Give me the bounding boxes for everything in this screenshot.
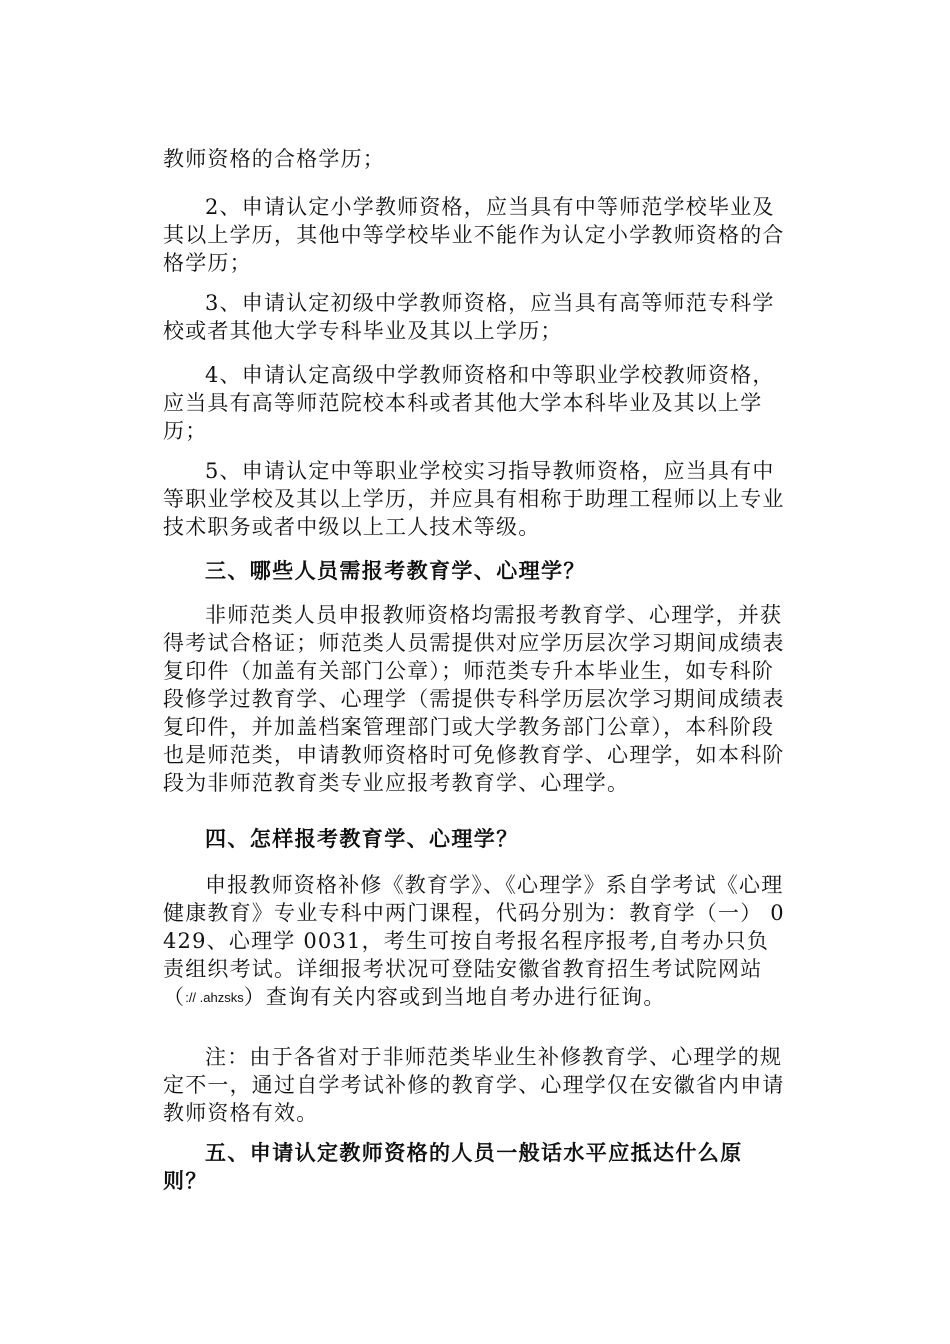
paragraph-how-to-register <box>163 871 787 1012</box>
paragraph-note: 注：由于各省对于非师范类毕业生补修教育学、心理学的规定不一，通过自学考试补修的教育学、心理学仅在安徽省内申请教师资格有效。 <box>163 1045 785 1125</box>
paragraph-senior-middle-qualification: 4、申请认定高级中学教师资格和中等职业学校教师资格，应当具有高等师范院校本科或者其他大学本科毕业及其以上学历； <box>163 363 775 443</box>
paragraph-how-to-register-text-b: ）查询有关内容或到当地自考办进行征询。 <box>243 985 666 1009</box>
paragraph-junior-middle-qualification: 3、申请认定初级中学教师资格，应当具有高等师范专科学校或者其他大学专科毕业及其以上学历； <box>163 291 775 343</box>
paragraph-continuation: 教师资格的合格学历； <box>163 147 385 171</box>
website-url: :// .ahzsks <box>185 990 244 1005</box>
section-heading-4: 四、怎样报考教育学、心理学？ <box>205 826 519 851</box>
section-heading-3: 三、哪些人员需报考教育学、心理学？ <box>205 558 586 583</box>
paragraph-how-to-register-text-a: 申报教师资格补修《教育学》、《心理学》系自学考试《心理健康教育》专业专科中两门课程，代码分别为：教育学（一） 0429、心理学 0031，考生可按自考报名程序报考,自考办只负责组织考试。详细报考状况可登陆安徽省教育招生考试院网站（ <box>163 873 785 1009</box>
paragraph-vocational-instructor-qualification: 5、申请认定中等职业学校实习指导教师资格，应当具有中等职业学校及其以上学历，并应具有相称于助理工程师以上专业技术职务或者中级以上工人技术等级。 <box>163 459 785 539</box>
section-heading-5: 五、申请认定教师资格的人员一般话水平应抵达什么原则？ <box>163 1140 743 1193</box>
paragraph-primary-school-qualification: 2、申请认定小学教师资格，应当具有中等师范学校毕业及其以上学历，其他中等学校毕业不能作为认定小学教师资格的合格学历； <box>163 195 785 275</box>
paragraph-who-must-take-exams: 非师范类人员申报教师资格均需报考教育学、心理学，并获得考试合格证；师范类人员需提供对应学历层次学习期间成绩表复印件（加盖有关部门公章）；师范类专升本毕业生，如专科阶段修学过教育学、心理学（需提供专科学历层次学习期间成绩表复印件，并加盖档案管理部门或大学教务部门公章），本科阶段也是师范类，申请教师资格时可免修教育学、心理学，如本科阶段为非师范教育类专业应报考教育学、心理学。 <box>163 603 785 795</box>
